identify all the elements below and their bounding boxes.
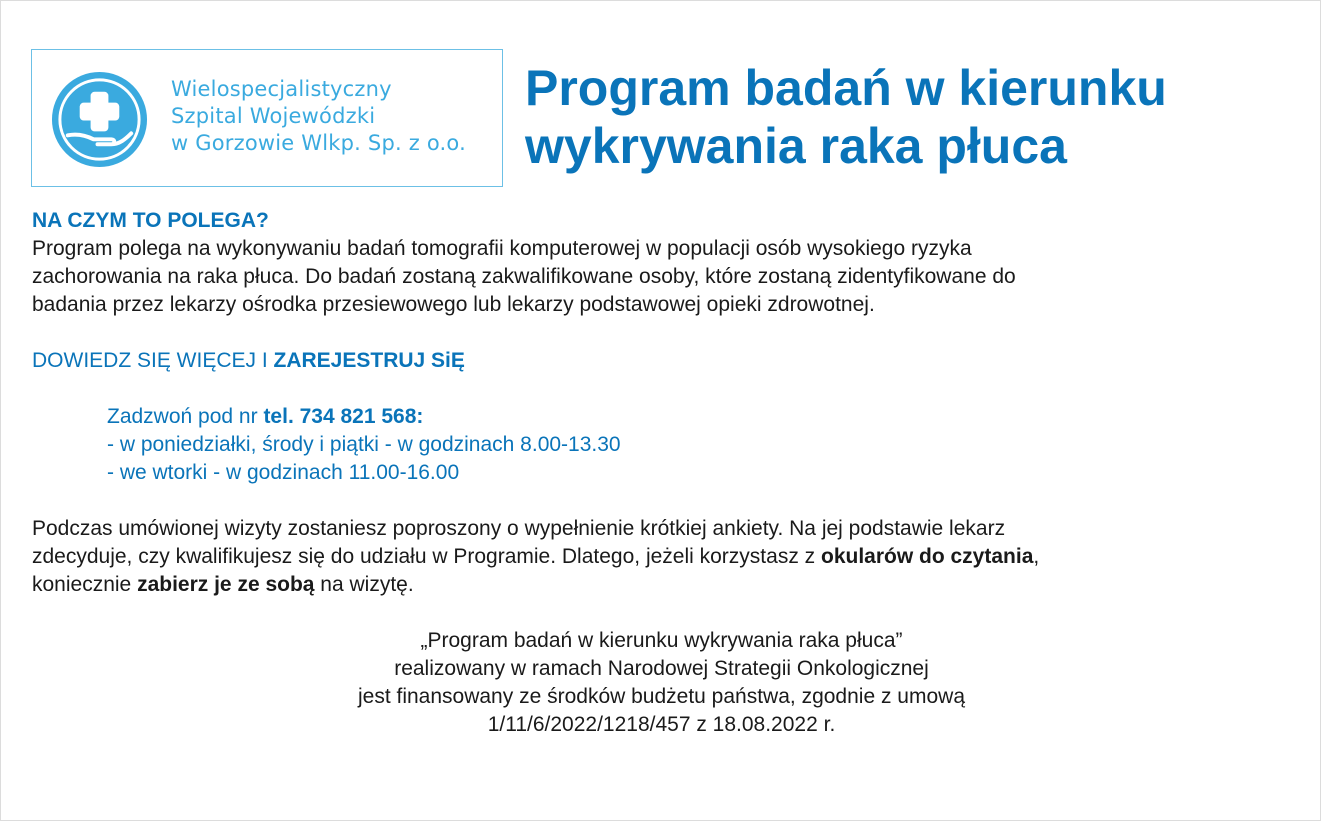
phone-info (107, 403, 1272, 487)
learn-more-text: DOWIEDZ SIĘ WIĘCEJ I (32, 349, 274, 372)
visit-emphasis: okularów do czytania (821, 545, 1034, 568)
section-heading: NA CZYM TO POLEGA? (32, 209, 269, 232)
funding-line: realizowany w ramach Narodowej Strategii Onkologicznej (394, 657, 929, 680)
funding-line: 1/11/6/2022/1218/457 z 18.08.2022 r. (487, 713, 836, 736)
description-line: Program polega na wykonywaniu badań tomografii komputerowej w populacji osób wysokiego ryzyka (32, 237, 972, 260)
hours-item: - w poniedziałki, środy i piątki - w godzinach 8.00-13.30 (107, 433, 621, 456)
hospital-name-line: Szpital Wojewódzki (171, 104, 376, 128)
hospital-logo (31, 49, 503, 187)
funding-line: „Program badań w kierunku wykrywania raka płuca” (420, 629, 903, 652)
visit-line: Podczas umówionej wizyty zostaniesz poproszony o wypełnienie krótkiej ankiety. Na jej podstawie lekarz (32, 517, 1006, 540)
hospital-name-line: w Gorzowie Wlkp. Sp. z o.o. (171, 131, 466, 155)
hospital-name-line: Wielospecjalistyczny (171, 77, 392, 101)
main-content (32, 207, 1272, 599)
visit-line (32, 543, 1272, 571)
hospital-name (171, 76, 466, 157)
description-line: badania przez lekarzy ośrodka przesiewowego lub lekarzy podstawowej opieki zdrowotnej. (32, 293, 875, 316)
visit-line (32, 571, 1272, 599)
hours-item: - we wtorki - w godzinach 11.00-16.00 (107, 461, 460, 484)
visit-text: koniecznie (32, 573, 138, 596)
visit-text: zdecyduje, czy kwalifikujesz się do udziału w Programie. Dlatego, jeżeli korzystasz z (32, 545, 821, 568)
visit-text: , (1033, 545, 1040, 568)
page-title (525, 59, 1167, 175)
page-title-line: Program badań w kierunku (525, 60, 1167, 116)
hospital-cross-hand-icon (50, 70, 149, 169)
visit-emphasis: zabierz je ze sobą (137, 573, 315, 596)
program-description (32, 235, 1272, 319)
funding-note (1, 627, 1321, 739)
visit-text: na wizytę. (314, 573, 414, 596)
page-title-line: wykrywania raka płuca (525, 118, 1067, 174)
funding-line: jest finansowany ze środków budżetu państwa, zgodnie z umową (357, 685, 965, 708)
description-line: zachorowania na raka płuca. Do badań zostaną zakwalifikowane osoby, które zostaną zidentyfikowane do (32, 265, 1016, 288)
phone-line (107, 403, 1272, 431)
phone-prefix: Zadzwoń pod nr (107, 405, 264, 428)
register-link[interactable]: ZAREJESTRUJ SiĘ (273, 349, 465, 372)
phone-number-link[interactable]: tel. 734 821 568: (263, 405, 424, 428)
learn-more-line (32, 347, 1272, 375)
visit-instructions (32, 515, 1272, 599)
